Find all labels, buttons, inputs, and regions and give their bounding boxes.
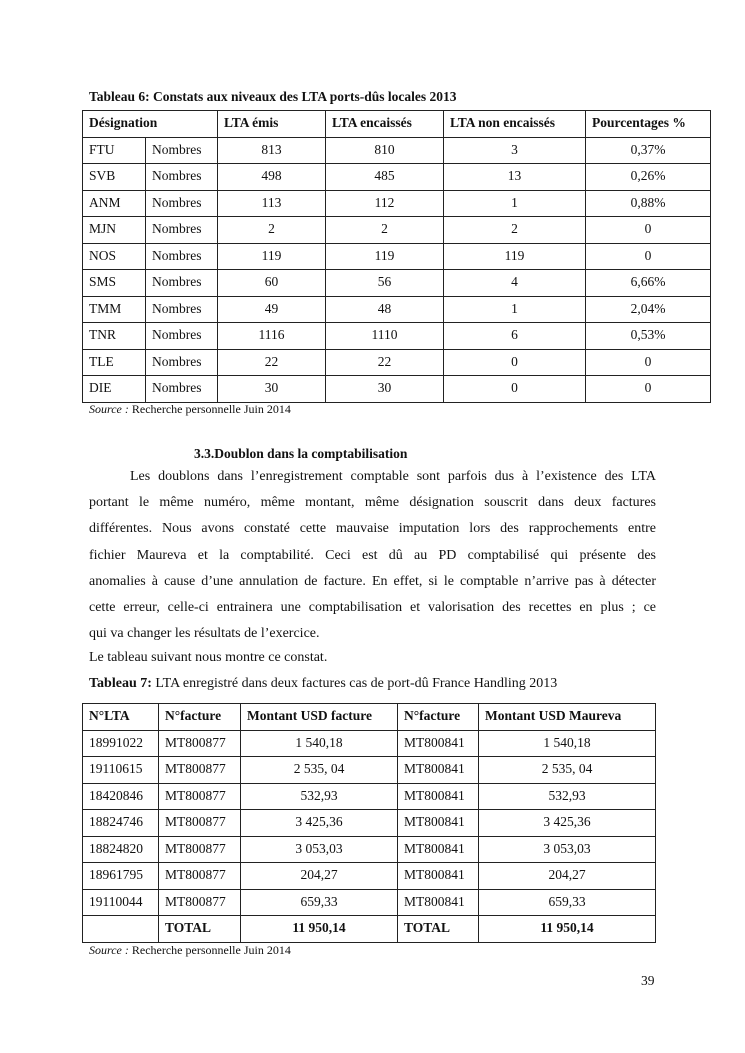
table6-cell-unit: Nombres: [146, 296, 218, 323]
table6: [82, 110, 711, 403]
table7-source-text: Recherche personnelle Juin 2014: [128, 943, 291, 957]
table7-header-facture-2: N°facture: [398, 704, 479, 731]
table6-source: [89, 402, 291, 417]
table7-source-label: Source :: [89, 943, 129, 957]
table6-cell-pourcentage: 6,66%: [586, 270, 711, 297]
table7: [82, 703, 656, 943]
table6-cell-lta-emis: 113: [218, 190, 326, 217]
table6-cell-lta-encaisses: 1110: [326, 323, 444, 350]
table7-total-cell: [83, 916, 159, 943]
table7-cell-montant-facture: 3 053,03: [241, 836, 398, 863]
table6-cell-lta-non-encaisses: 3: [444, 137, 586, 164]
table7-cell-facture: MT800877: [159, 730, 241, 757]
paragraph-line: qui va changer les résultats de l’exercice.: [89, 626, 320, 642]
table6-cell-code: SMS: [83, 270, 146, 297]
table6-cell-pourcentage: 0: [586, 217, 711, 244]
table7-row: [83, 863, 656, 890]
table7-cell-facture-2: MT800841: [398, 730, 479, 757]
table6-cell-lta-emis: 49: [218, 296, 326, 323]
table6-cell-unit: Nombres: [146, 243, 218, 270]
table7-row: [83, 889, 656, 916]
table7-cell-facture: MT800877: [159, 783, 241, 810]
table7-header-lta: N°LTA: [83, 704, 159, 731]
table6-header-lta-emis: LTA émis: [218, 111, 326, 138]
paragraph-line: différentes. Nous avons constaté cette mauvaise imputation lors des rapprochements entre: [89, 521, 656, 537]
table6-cell-unit: Nombres: [146, 190, 218, 217]
table6-cell-unit: Nombres: [146, 270, 218, 297]
table7-cell-facture: MT800877: [159, 863, 241, 890]
table6-cell-lta-non-encaisses: 6: [444, 323, 586, 350]
table6-cell-lta-encaisses: 485: [326, 164, 444, 191]
table6-row: [83, 270, 711, 297]
table6-cell-pourcentage: 2,04%: [586, 296, 711, 323]
table7-cell-montant-facture: 204,27: [241, 863, 398, 890]
paragraph-line: anomalies à cause d’une annulation de facture. En effet, si le comptable n’arrive pas à détecter: [89, 573, 656, 589]
table6-caption: Tableau 6: Constats aux niveaux des LTA ports-dûs locales 2013: [89, 89, 457, 104]
table7-caption-label: Tableau 7:: [89, 676, 152, 691]
table7-cell-lta: 18420846: [83, 783, 159, 810]
table6-cell-lta-emis: 22: [218, 349, 326, 376]
table7-cell-facture: MT800877: [159, 757, 241, 784]
table6-cell-unit: Nombres: [146, 217, 218, 244]
table7-total-label: TOTAL: [159, 916, 241, 943]
table7-source: [89, 943, 291, 958]
page-number: 39: [641, 973, 655, 988]
table6-cell-code: TNR: [83, 323, 146, 350]
table7-cell-montant-maureva: 204,27: [479, 863, 656, 890]
table7-header-facture: N°facture: [159, 704, 241, 731]
table6-cell-lta-non-encaisses: 0: [444, 376, 586, 403]
table6-cell-lta-emis: 813: [218, 137, 326, 164]
table6-cell-lta-encaisses: 22: [326, 349, 444, 376]
table7-total-label-2: TOTAL: [398, 916, 479, 943]
table7-cell-lta: 18824820: [83, 836, 159, 863]
table6-cell-lta-emis: 1116: [218, 323, 326, 350]
table7-cell-lta: 18991022: [83, 730, 159, 757]
table6-cell-unit: Nombres: [146, 137, 218, 164]
table6-cell-lta-emis: 119: [218, 243, 326, 270]
table7-cell-montant-facture: 2 535, 04: [241, 757, 398, 784]
table7-row: [83, 757, 656, 784]
table6-cell-unit: Nombres: [146, 349, 218, 376]
table7-total-amount-2: 11 950,14: [479, 916, 656, 943]
table6-cell-lta-emis: 2: [218, 217, 326, 244]
table6-row: [83, 164, 711, 191]
table6-cell-lta-non-encaisses: 119: [444, 243, 586, 270]
table6-cell-code: MJN: [83, 217, 146, 244]
table6-cell-pourcentage: 0: [586, 349, 711, 376]
table7-cell-montant-maureva: 1 540,18: [479, 730, 656, 757]
table7-cell-facture-2: MT800841: [398, 889, 479, 916]
table6-cell-pourcentage: 0,53%: [586, 323, 711, 350]
table6-row: [83, 376, 711, 403]
table6-cell-code: ANM: [83, 190, 146, 217]
table6-cell-lta-encaisses: 56: [326, 270, 444, 297]
table7-cell-montant-maureva: 659,33: [479, 889, 656, 916]
table7-cell-facture: MT800877: [159, 810, 241, 837]
table6-cell-pourcentage: 0: [586, 376, 711, 403]
paragraph-line: portant le même numéro, même montant, même désignation souscrit dans deux factures: [89, 495, 656, 511]
table6-cell-lta-encaisses: 48: [326, 296, 444, 323]
table6-row: [83, 243, 711, 270]
table6-row: [83, 217, 711, 244]
table7-cell-montant-facture: 532,93: [241, 783, 398, 810]
table7-cell-lta: 19110044: [83, 889, 159, 916]
paragraph-line: fichier Maureva et la comptabilité. Ceci est dû au PD comptabilisé qui présente des: [89, 547, 656, 563]
table7-header-row: [83, 704, 656, 731]
table6-source-label: Source :: [89, 402, 129, 416]
table7-cell-lta: 19110615: [83, 757, 159, 784]
table7-cell-montant-maureva: 3 053,03: [479, 836, 656, 863]
table6-cell-lta-emis: 60: [218, 270, 326, 297]
table7-cell-facture-2: MT800841: [398, 783, 479, 810]
table6-cell-lta-encaisses: 30: [326, 376, 444, 403]
table7-cell-facture-2: MT800841: [398, 757, 479, 784]
table6-cell-unit: Nombres: [146, 376, 218, 403]
table7-header-montant-facture: Montant USD facture: [241, 704, 398, 731]
table6-cell-unit: Nombres: [146, 323, 218, 350]
table6-header-pourcentages: Pourcentages %: [586, 111, 711, 138]
table6-header-designation: Désignation: [83, 111, 218, 138]
table7-cell-lta: 18961795: [83, 863, 159, 890]
table6-cell-lta-non-encaisses: 1: [444, 190, 586, 217]
table7-caption: [89, 676, 557, 692]
table6-cell-lta-emis: 30: [218, 376, 326, 403]
table7-caption-text: LTA enregistré dans deux factures cas de port-dû France Handling 2013: [151, 676, 558, 691]
table6-cell-code: DIE: [83, 376, 146, 403]
table6-cell-unit: Nombres: [146, 164, 218, 191]
table7-cell-facture-2: MT800841: [398, 836, 479, 863]
table7-total-amount: 11 950,14: [241, 916, 398, 943]
table7-cell-montant-maureva: 532,93: [479, 783, 656, 810]
table6-row: [83, 296, 711, 323]
table7-cell-facture: MT800877: [159, 889, 241, 916]
table7-cell-facture-2: MT800841: [398, 810, 479, 837]
table7-cell-facture: MT800877: [159, 836, 241, 863]
table7-row: [83, 810, 656, 837]
section-paragraph: [89, 464, 656, 647]
table7-cell-montant-facture: 3 425,36: [241, 810, 398, 837]
table7-row: [83, 730, 656, 757]
table7-cell-lta: 18824746: [83, 810, 159, 837]
table6-cell-lta-encaisses: 810: [326, 137, 444, 164]
table6-cell-lta-non-encaisses: 13: [444, 164, 586, 191]
table-intro-line: Le tableau suivant nous montre ce constat.: [89, 650, 328, 665]
table6-row: [83, 190, 711, 217]
table6-cell-code: SVB: [83, 164, 146, 191]
table7-cell-montant-facture: 1 540,18: [241, 730, 398, 757]
table6-cell-code: TLE: [83, 349, 146, 376]
table7-header-montant-maureva: Montant USD Maureva: [479, 704, 656, 731]
table6-cell-lta-non-encaisses: 2: [444, 217, 586, 244]
table6-row: [83, 349, 711, 376]
table6-cell-code: FTU: [83, 137, 146, 164]
table7-total-row: [83, 916, 656, 943]
table6-cell-lta-emis: 498: [218, 164, 326, 191]
table6-header-lta-encaisses: LTA encaissés: [326, 111, 444, 138]
table6-cell-pourcentage: 0: [586, 243, 711, 270]
table6-cell-lta-non-encaisses: 1: [444, 296, 586, 323]
table7-cell-montant-maureva: 3 425,36: [479, 810, 656, 837]
table6-cell-code: NOS: [83, 243, 146, 270]
table6-cell-lta-encaisses: 119: [326, 243, 444, 270]
table7-cell-facture-2: MT800841: [398, 863, 479, 890]
table6-cell-lta-encaisses: 112: [326, 190, 444, 217]
table6-row: [83, 323, 711, 350]
paragraph-line: cette erreur, celle-ci entrainera une comptabilisation et valorisation des recettes en plus ; ce: [89, 599, 656, 615]
table6-cell-pourcentage: 0,37%: [586, 137, 711, 164]
table7-row: [83, 783, 656, 810]
table6-source-text: Recherche personnelle Juin 2014: [128, 402, 291, 416]
table7-row: [83, 836, 656, 863]
table6-row: [83, 137, 711, 164]
paragraph-line: Les doublons dans l’enregistrement comptable sont parfois dus à l’existence des LTA: [130, 469, 656, 484]
table6-cell-code: TMM: [83, 296, 146, 323]
table6-header-lta-non-encaisses: LTA non encaissés: [444, 111, 586, 138]
table6-header-row: [83, 111, 711, 138]
section-heading: 3.3.Doublon dans la comptabilisation: [194, 446, 408, 461]
table7-cell-montant-facture: 659,33: [241, 889, 398, 916]
table6-cell-lta-encaisses: 2: [326, 217, 444, 244]
table6-cell-lta-non-encaisses: 0: [444, 349, 586, 376]
table6-cell-pourcentage: 0,88%: [586, 190, 711, 217]
table7-cell-montant-maureva: 2 535, 04: [479, 757, 656, 784]
table6-cell-lta-non-encaisses: 4: [444, 270, 586, 297]
table6-cell-pourcentage: 0,26%: [586, 164, 711, 191]
